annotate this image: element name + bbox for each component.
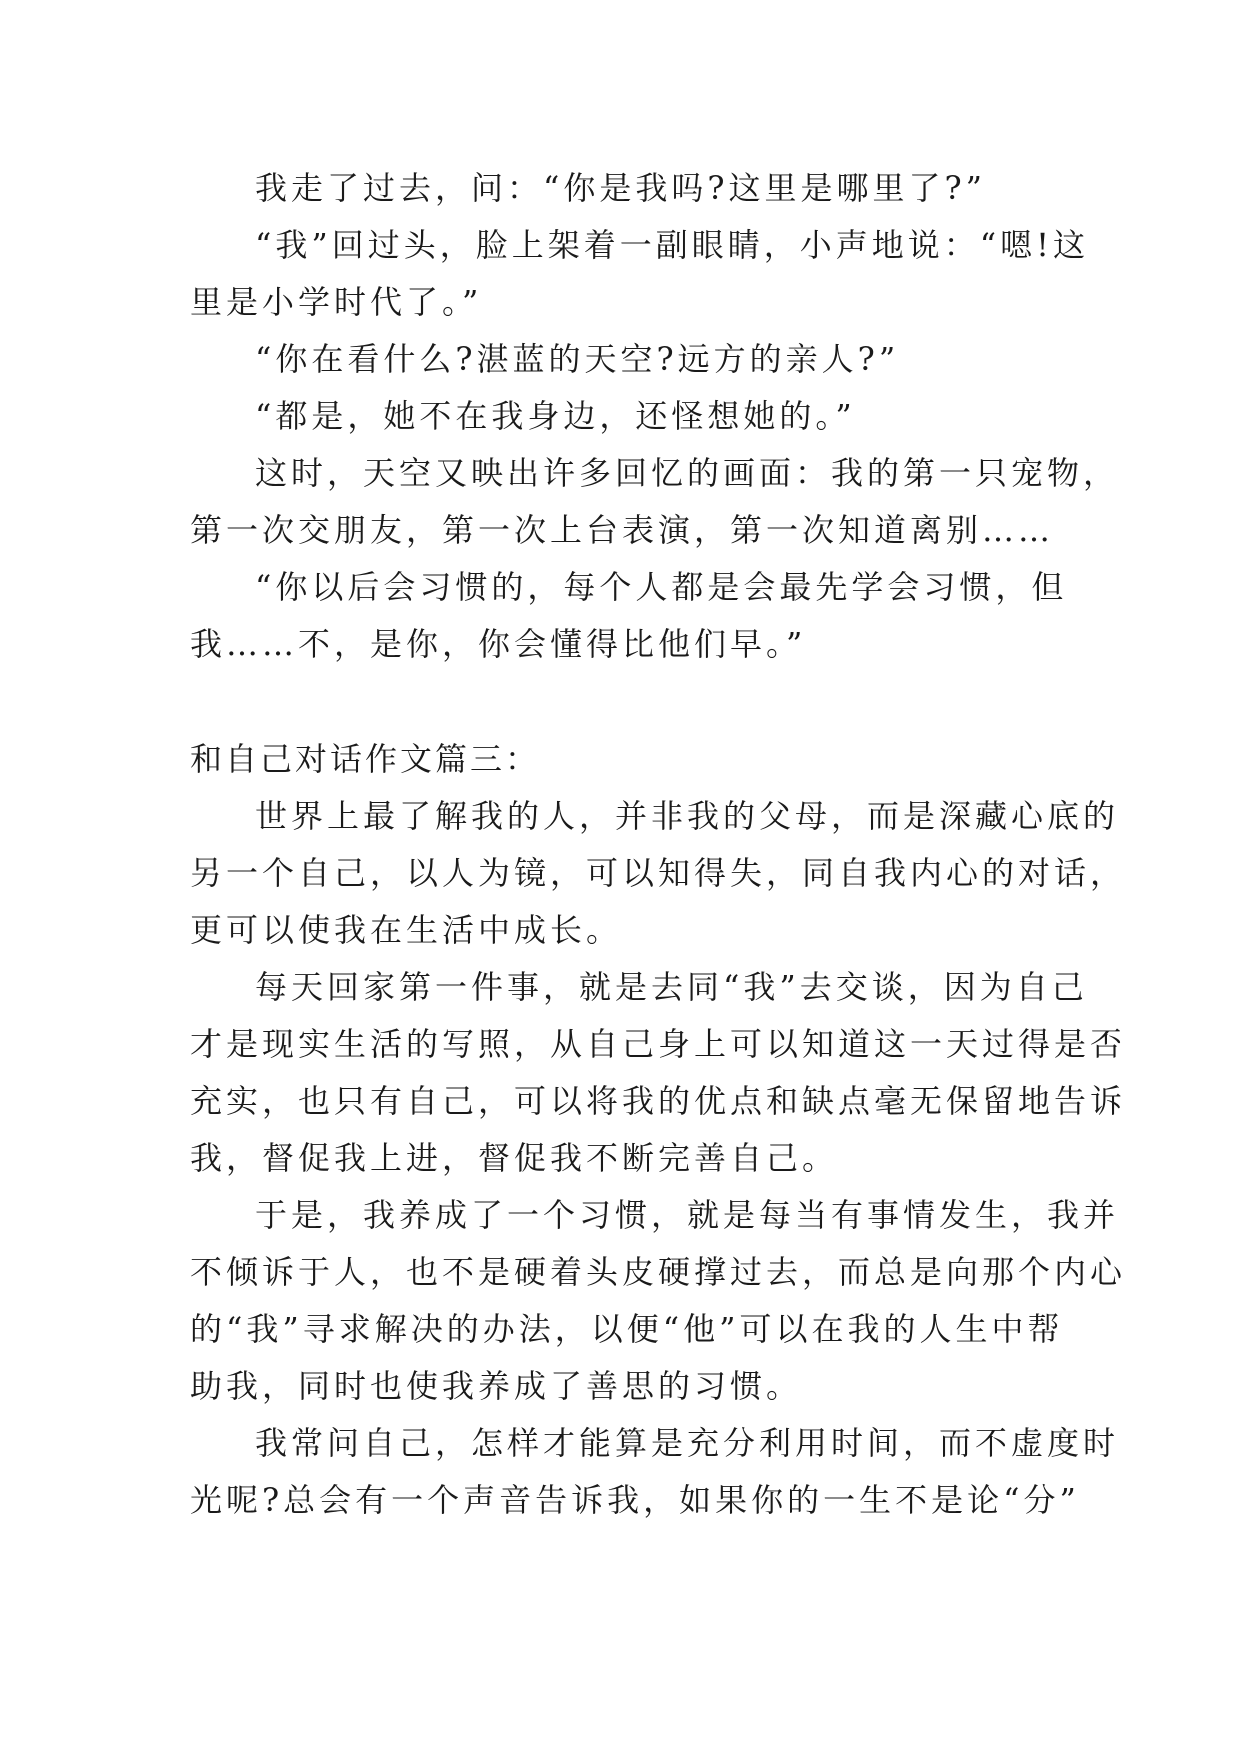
paragraph-line: 每天回家第一件事，就是去同“我”去交谈，因为自己: [255, 968, 1088, 1006]
paragraph-line: “都是，她不在我身边，还怪想她的。”: [255, 397, 856, 435]
paragraph-line: 更可以使我在生活中成长。: [190, 911, 623, 949]
paragraph-line: 光呢?总会有一个声音告诉我，如果你的一生不是论“分”: [190, 1481, 1080, 1519]
paragraph-line: 于是，我养成了一个习惯，就是每当有事情发生，我并: [255, 1196, 1120, 1234]
paragraph-line: 我常问自己，怎样才能算是充分利用时间，而不虚度时: [255, 1424, 1120, 1462]
paragraph-line: 充实，也只有自己，可以将我的优点和缺点毫无保留地告诉: [190, 1082, 1127, 1120]
paragraph-line: 里是小学时代了。”: [190, 283, 483, 321]
paragraph-line: “我”回过头，脸上架着一副眼睛，小声地说：“嗯!这: [255, 226, 1089, 264]
paragraph-line: 不倾诉于人，也不是硬着头皮硬撑过去，而总是向那个内心: [190, 1253, 1127, 1291]
paragraph-line: 才是现实生活的写照，从自己身上可以知道这一天过得是否: [190, 1025, 1127, 1063]
paragraph-line: 助我，同时也使我养成了善思的习惯。: [190, 1367, 803, 1405]
paragraph-line: 我，督促我上进，督促我不断完善自己。: [190, 1139, 839, 1177]
paragraph-line: 的“我”寻求解决的办法，以便“他”可以在我的人生中帮: [190, 1310, 1064, 1348]
section-title: 和自己对话作文篇三：: [190, 740, 541, 778]
paragraph-line: 第一次交朋友，第一次上台表演，第一次知道离别……: [190, 511, 1055, 549]
paragraph-line: 另一个自己，以人为镜，可以知得失，同自我内心的对话，: [190, 854, 1127, 892]
paragraph-line: “你在看什么?湛蓝的天空?远方的亲人?”: [255, 340, 900, 378]
paragraph-line: “你以后会习惯的，每个人都是会最先学会习惯，但: [255, 568, 1068, 606]
paragraph-line: 我走了过去，问：“你是我吗?这里是哪里了?”: [255, 169, 987, 207]
paragraph-line: 这时，天空又映出许多回忆的画面：我的第一只宠物，: [255, 454, 1120, 492]
paragraph-line: 我……不，是你，你会懂得比他们早。”: [190, 625, 807, 663]
paragraph-line: 世界上最了解我的人，并非我的父母，而是深藏心底的: [255, 797, 1120, 835]
